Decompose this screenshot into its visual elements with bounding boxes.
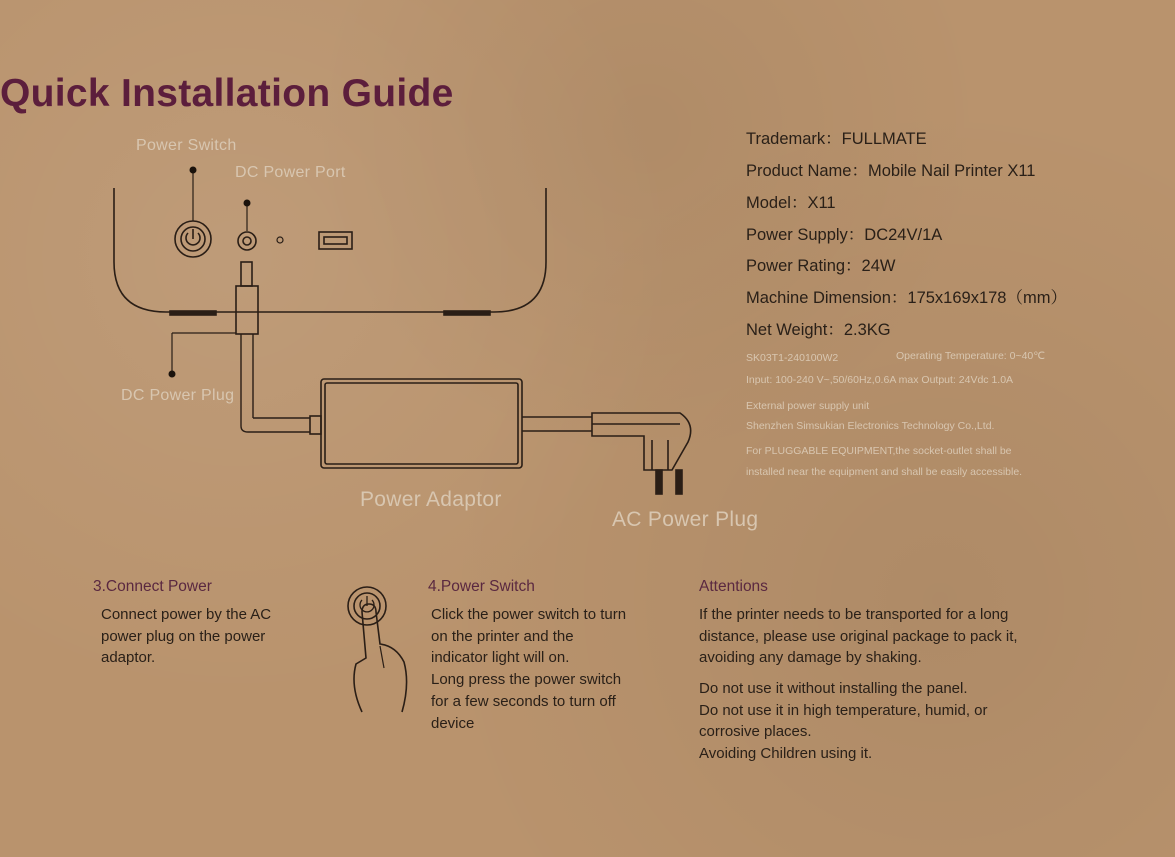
rating-operating-temp: Operating Temperature: 0~40℃ (896, 350, 1046, 362)
spec-product-name: Product Name：Mobile Nail Printer X11 (746, 162, 1036, 180)
page-title: Quick Installation Guide (0, 72, 454, 115)
connect-power-body (101, 604, 321, 669)
attentions-line: Do not use it in high temperature, humid, or (699, 701, 988, 719)
spec-power-supply: Power Supply：DC24V/1A (746, 226, 943, 244)
attentions-line: Avoiding Children using it. (699, 745, 873, 763)
power-switch-line: for a few seconds to turn off (431, 692, 616, 710)
power-switch-line: Long press the power switch (431, 671, 622, 689)
attentions-line: distance, please use original package to pack it, (699, 627, 1018, 645)
dc-plug-icon (236, 286, 258, 334)
attentions-para-2 (699, 678, 1099, 765)
power-switch-line: device (431, 714, 475, 732)
printer-foot-right (444, 311, 490, 315)
connect-power-heading: 3.Connect Power (93, 578, 212, 595)
spec-model: Model：X11 (746, 194, 836, 212)
rating-io: Input: 100-240 V~,50/60Hz,0.6A max Output: 24Vdc 1.0A (746, 374, 1014, 386)
connect-power-line: adaptor. (101, 649, 156, 667)
rating-code: SK03T1-240100W2 (746, 352, 839, 364)
power-switch-heading: 4.Power Switch (428, 578, 535, 595)
power-adaptor-icon (321, 379, 522, 468)
rating-notice-1: For PLUGGABLE EQUIPMENT,the socket-outlet shall be (746, 445, 1012, 457)
spec-net-weight: Net Weight：2.3KG (746, 321, 891, 339)
attentions-line: corrosive places. (699, 723, 812, 741)
spec-power-rating: Power Rating：24W (746, 257, 896, 275)
rating-unit: External power supply unit (746, 400, 870, 412)
attentions-line: If the printer needs to be transported for a long (699, 606, 1009, 623)
attentions-heading: Attentions (699, 578, 768, 595)
rating-company: Shenzhen Simsukian Electronics Technology Co.,Ltd. (746, 420, 995, 432)
connect-power-line: Connect power by the AC (101, 606, 272, 623)
power-switch-line: indicator light will on. (431, 649, 570, 667)
power-switch-body (431, 604, 671, 734)
ac-power-plug-label: AC Power Plug (612, 508, 759, 531)
attentions-para-1 (699, 604, 1099, 669)
printer-foot-left (170, 311, 216, 315)
ac-plug-icon (592, 413, 691, 470)
spec-dimension: Machine Dimension：175x169x178（mm） (746, 289, 1067, 307)
connect-power-line: power plug on the power (101, 627, 266, 645)
indicator-light-icon (277, 237, 283, 243)
spec-trademark: Trademark：FULLMATE (746, 130, 927, 148)
attentions-line: avoiding any damage by shaking. (699, 649, 922, 667)
dc-port-icon (238, 232, 256, 250)
power-switch-label: Power Switch (136, 137, 237, 154)
power-adaptor-label: Power Adaptor (360, 488, 502, 511)
power-switch-line: Click the power switch to turn (431, 606, 627, 623)
rating-notice-2: installed near the equipment and shall be easily accessible. (746, 466, 1023, 478)
attentions-line: Do not use it without installing the panel. (699, 680, 968, 697)
dc-power-port-label: DC Power Port (235, 164, 346, 181)
dc-power-plug-label: DC Power Plug (121, 387, 235, 404)
power-switch-line: on the printer and the (431, 627, 574, 645)
